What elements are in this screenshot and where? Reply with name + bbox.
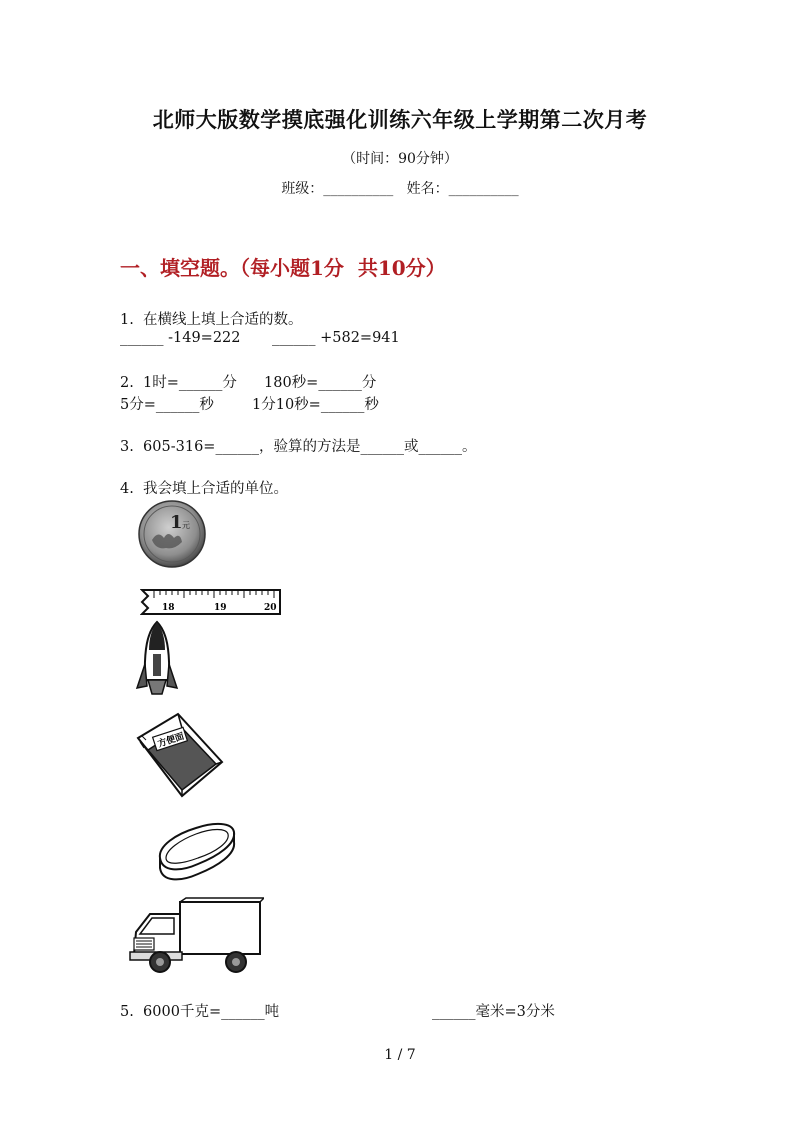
- q4-prompt: 4. 我会填上合适的单位。: [120, 481, 289, 497]
- rocket-image: [134, 620, 180, 700]
- class-name-line: 班级：__________ 姓名：__________: [281, 181, 519, 197]
- page-number: 1 / 7: [384, 1047, 416, 1063]
- ruler-tick-19: 19: [214, 603, 227, 613]
- coin-value: 1: [170, 512, 183, 533]
- q2-blank-a: 2. 1时=______分: [120, 375, 237, 391]
- ruler-tick-18: 18: [162, 603, 175, 613]
- q1-blank-a: ______ -149=222: [120, 330, 241, 346]
- exam-time: （时间：90分钟）: [342, 151, 458, 167]
- ruler-tick-20: 20: [264, 603, 277, 613]
- q1-prompt: 1. 在横线上填上合适的数。: [120, 312, 303, 328]
- page-title: 北师大版数学摸底强化训练六年级上学期第二次月考: [152, 107, 648, 132]
- coin-image: [130, 500, 212, 570]
- ruler-image: [140, 588, 282, 616]
- q3-text: 3. 605-316=______，验算的方法是______或______。: [120, 439, 477, 455]
- q2-blank-d: 1分10秒=______秒: [252, 397, 379, 413]
- q2-blank-b: 180秒=______分: [264, 375, 377, 391]
- q2-blank-c: 5分=______秒: [120, 397, 214, 413]
- q5-blank-a: 5. 6000千克=______吨: [120, 1004, 280, 1020]
- pencil-case-image: [154, 816, 238, 888]
- q5-blank-b: ______毫米=3分米: [432, 1004, 555, 1020]
- truck-image: [128, 896, 264, 976]
- q1-blank-b: ______ +582=941: [272, 330, 400, 346]
- noodle-bag-image: [132, 710, 228, 802]
- noodle-bag-label: 方便面: [156, 731, 186, 750]
- coin-unit: 元: [182, 521, 190, 530]
- section-heading: 一、填空题。（每小题1分 共10分）: [120, 256, 446, 280]
